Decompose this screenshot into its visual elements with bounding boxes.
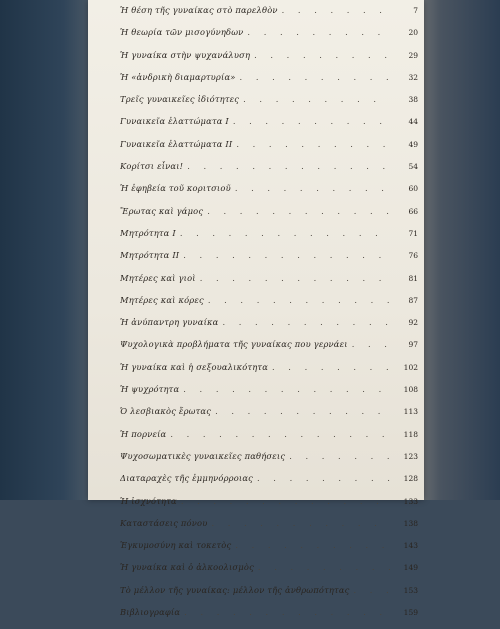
- book-page: [88, 0, 424, 618]
- toc-entry-page-number: 138: [403, 518, 418, 528]
- toc-entry-page-number: 128: [403, 474, 418, 484]
- toc-entry: [120, 139, 418, 161]
- toc-dot-leader: [243, 94, 390, 104]
- toc-entry-title: Διαταραχὲς τῆς ἐμμηνόρροιας: [120, 473, 254, 484]
- toc-dot-leader: [254, 50, 390, 60]
- toc-entry-title: Ἡ πορνεία: [120, 428, 167, 439]
- toc-entry-page-number: 113: [403, 407, 418, 417]
- toc-entry-title: Ψυχολογικὰ προβλήματα τῆς γυναίκας που γερνάει: [120, 339, 348, 350]
- toc-entry-page-number: 32: [408, 72, 418, 82]
- toc-dot-leader: [211, 518, 390, 528]
- toc-entry-title: Ἡ «ἀνδρικὴ διαμαρτυρία»: [120, 71, 236, 82]
- toc-entry-title: Ἐγκυμοσύνη καὶ τοκετὸς: [120, 540, 232, 551]
- toc-entry: [120, 161, 418, 183]
- toc-dot-leader: [235, 540, 390, 550]
- toc-entry-title: Μητρότητα II: [120, 250, 180, 261]
- toc-entry-page-number: 20: [408, 28, 418, 38]
- toc-entry-page-number: 44: [408, 117, 418, 127]
- table-of-contents: [120, 5, 418, 629]
- toc-dot-leader: [282, 5, 390, 15]
- toc-entry: [120, 250, 418, 272]
- toc-entry-page-number: 81: [408, 273, 418, 283]
- toc-entry-page-number: 133: [403, 496, 418, 506]
- toc-entry-title: Ἡ γυναίκα καὶ ἡ σεξουαλικότητα: [120, 361, 269, 372]
- background-right: [420, 0, 500, 500]
- toc-entry-title: Γυναικεῖα ἐλαττώματα I: [120, 116, 229, 127]
- toc-entry-title: Ἡ ψυχρότητα: [120, 384, 180, 395]
- toc-entry: [120, 406, 418, 428]
- toc-entry-page-number: 123: [403, 451, 418, 461]
- toc-entry-title: Μητρότητα I: [120, 227, 176, 238]
- toc-entry-title: Βιβλιογραφία: [120, 607, 181, 618]
- toc-entry-title: Ἔρωτας καὶ γάμος: [120, 205, 204, 216]
- toc-entry: [120, 429, 418, 451]
- toc-entry: [120, 562, 418, 584]
- toc-entry-page-number: 7: [413, 6, 418, 15]
- toc-entry-page-number: 49: [408, 139, 418, 149]
- toc-entry: [120, 585, 418, 607]
- toc-entry-page-number: 149: [403, 563, 418, 573]
- toc-entry-page-number: 71: [408, 228, 418, 238]
- toc-dot-leader: [184, 607, 390, 617]
- toc-dot-leader: [183, 250, 390, 260]
- toc-entry: [120, 518, 418, 540]
- toc-dot-leader: [181, 496, 390, 506]
- toc-entry: [120, 273, 418, 295]
- toc-dot-leader: [222, 317, 390, 327]
- toc-entry-page-number: 143: [403, 541, 418, 551]
- toc-entry: [120, 116, 418, 138]
- toc-entry: [120, 72, 418, 94]
- toc-dot-leader: [352, 339, 390, 349]
- toc-entry-page-number: 60: [408, 184, 418, 194]
- toc-dot-leader: [183, 384, 390, 394]
- toc-dot-leader: [257, 473, 390, 483]
- toc-entry: [120, 384, 418, 406]
- toc-entry-title: Ψυχοσωματικὲς γυναικεῖες παθήσεις: [120, 450, 286, 461]
- toc-entry: [120, 228, 418, 250]
- toc-entry-page-number: 97: [408, 340, 418, 350]
- toc-entry-title: Ὁ λεσβιακὸς ἔρωτας: [120, 406, 212, 417]
- toc-dot-leader: [235, 183, 390, 193]
- toc-entry: [120, 206, 418, 228]
- toc-dot-leader: [208, 295, 390, 305]
- toc-entry-page-number: 92: [408, 318, 418, 328]
- toc-entry-page-number: 102: [403, 362, 418, 372]
- toc-entry-page-number: 87: [408, 295, 418, 305]
- toc-dot-leader: [170, 429, 390, 439]
- toc-entry-page-number: 54: [408, 162, 418, 172]
- toc-dot-leader: [207, 206, 390, 216]
- toc-entry-page-number: 108: [403, 385, 418, 395]
- background-left: [0, 0, 90, 500]
- toc-entry-title: Ἡ γυναίκα στὴν ψυχανάλυση: [120, 49, 251, 60]
- toc-entry-page-number: 66: [408, 206, 418, 216]
- toc-dot-leader: [236, 139, 390, 149]
- toc-entry-page-number: 38: [408, 95, 418, 105]
- toc-dot-leader: [180, 228, 390, 238]
- toc-entry-title: Μητέρες καὶ γιοὶ: [120, 272, 196, 283]
- toc-entry: [120, 5, 418, 27]
- toc-entry: [120, 27, 418, 49]
- toc-dot-leader: [233, 116, 390, 126]
- toc-dot-leader: [247, 27, 390, 37]
- toc-dot-leader: [258, 562, 390, 572]
- toc-entry: [120, 183, 418, 205]
- toc-dot-leader: [240, 72, 390, 82]
- toc-entry: [120, 496, 418, 518]
- toc-dot-leader: [289, 451, 390, 461]
- toc-entry: [120, 295, 418, 317]
- toc-entry-page-number: 159: [403, 608, 418, 618]
- toc-entry: [120, 362, 418, 384]
- toc-entry-title: Τὸ μέλλον τῆς γυναίκας: μέλλον τῆς ἀνθρωπότητας: [120, 584, 350, 595]
- toc-entry-title: Ἡ θέση τῆς γυναίκας στὸ παρελθὸν: [120, 5, 278, 15]
- toc-entry: [120, 317, 418, 339]
- toc-entry-page-number: 118: [403, 429, 418, 439]
- toc-entry: [120, 607, 418, 629]
- toc-entry-title: Ἡ ἀνύπαντρη γυναίκα: [120, 317, 219, 328]
- toc-entry-title: Τρεῖς γυναικεῖες ἰδιότητες: [120, 94, 240, 105]
- toc-entry-title: Ἡ θεωρία τῶν μισογύνηδων: [120, 27, 244, 38]
- toc-dot-leader: [272, 362, 390, 372]
- toc-dot-leader: [215, 406, 390, 416]
- toc-entry-title: Γυναικεῖα ἐλαττώματα II: [120, 138, 233, 149]
- toc-entry-title: Ἡ ἰσχνότητα: [120, 495, 177, 506]
- toc-entry: [120, 94, 418, 116]
- toc-entry-page-number: 153: [403, 585, 418, 595]
- toc-dot-leader: [200, 273, 390, 283]
- toc-entry: [120, 50, 418, 72]
- toc-entry-title: Κορίτσι εἶναι!: [120, 161, 184, 172]
- toc-entry-page-number: 76: [408, 251, 418, 261]
- toc-entry-title: Μητέρες καὶ κόρες: [120, 294, 204, 305]
- toc-dot-leader: [187, 161, 390, 171]
- toc-dot-leader: [354, 585, 391, 595]
- toc-entry-title: Ἡ γυναίκα καὶ ὁ ἀλκοολισμὸς: [120, 562, 254, 573]
- toc-entry: [120, 540, 418, 562]
- toc-entry: [120, 339, 418, 361]
- toc-entry-title: Καταστάσεις πόνου: [120, 517, 208, 528]
- toc-entry: [120, 451, 418, 473]
- toc-entry-title: Ἡ ἐφηβεία τοῦ κοριτσιοῦ: [120, 183, 231, 194]
- toc-entry-page-number: 29: [408, 50, 418, 60]
- toc-entry: [120, 473, 418, 495]
